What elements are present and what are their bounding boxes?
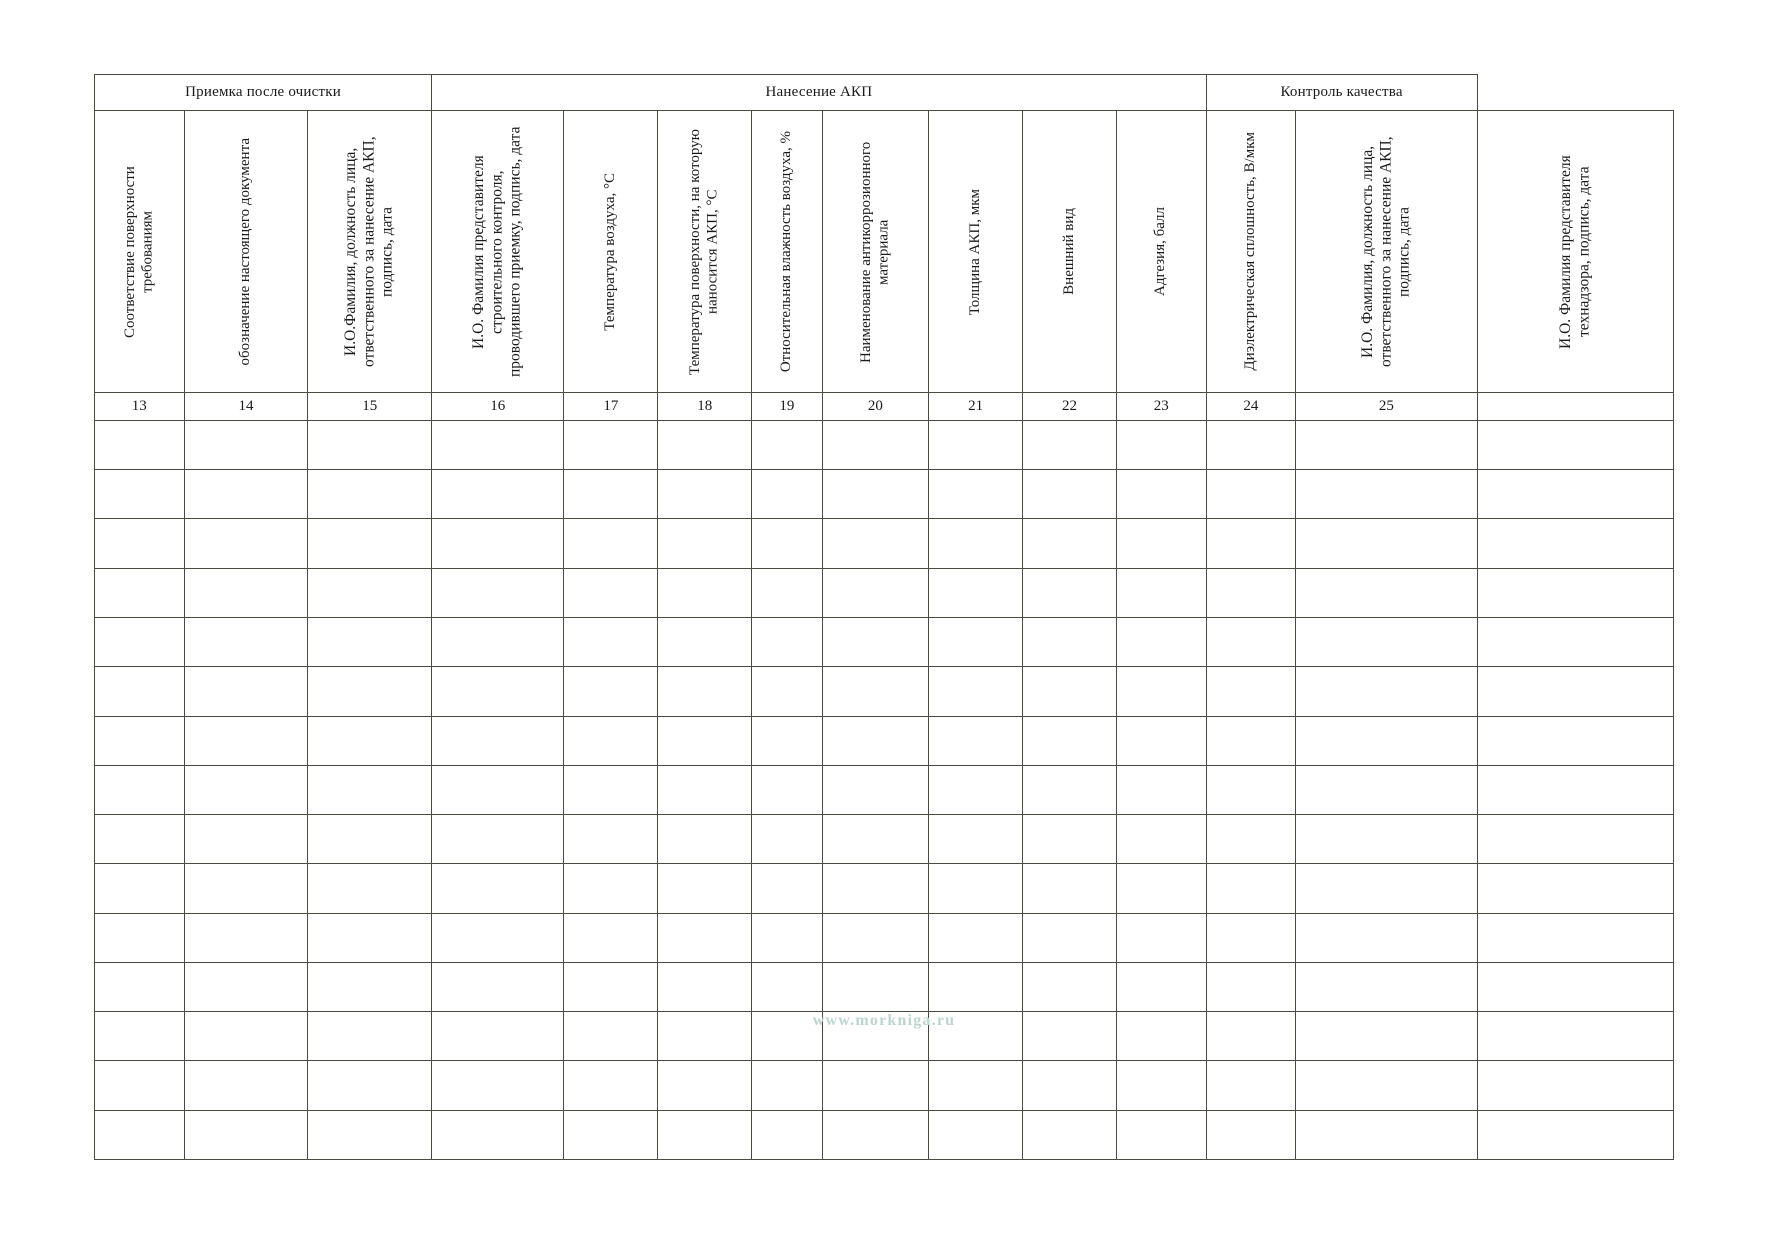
table-row (95, 815, 1674, 864)
table-cell-empty[interactable] (752, 913, 822, 962)
table-cell-empty[interactable] (1477, 765, 1673, 814)
table-cell-empty[interactable] (822, 962, 929, 1011)
table-cell-empty[interactable] (184, 962, 308, 1011)
table-cell-empty[interactable] (308, 618, 432, 667)
table-cell-empty[interactable] (564, 667, 658, 716)
table-cell-empty[interactable] (658, 667, 752, 716)
table-cell-empty[interactable] (564, 618, 658, 667)
table-cell-empty[interactable] (95, 1061, 185, 1110)
table-cell-empty[interactable] (929, 618, 1023, 667)
table-cell-empty[interactable] (308, 1061, 432, 1110)
table-cell-empty[interactable] (184, 1110, 308, 1159)
table-cell-empty[interactable] (1206, 962, 1296, 1011)
table-cell-empty[interactable] (929, 716, 1023, 765)
table-cell-empty[interactable] (1296, 815, 1477, 864)
table-cell-empty[interactable] (929, 962, 1023, 1011)
table-cell-empty[interactable] (95, 1110, 185, 1159)
table-cell-empty[interactable] (752, 420, 822, 469)
table-cell-empty[interactable] (658, 618, 752, 667)
table-row (95, 1012, 1674, 1061)
table-cell-empty[interactable] (1477, 864, 1673, 913)
table-cell-empty[interactable] (1206, 1061, 1296, 1110)
table-cell-empty[interactable] (752, 962, 822, 1011)
table-cell-empty[interactable] (1206, 568, 1296, 617)
column-header-relative-humidity: Относительная влажность воздуха, % (752, 111, 822, 393)
table-cell-empty[interactable] (432, 864, 564, 913)
table-cell-empty[interactable] (929, 1061, 1023, 1110)
table-cell-empty[interactable] (1477, 962, 1673, 1011)
table-cell-empty[interactable] (1023, 568, 1117, 617)
table-cell-empty[interactable] (822, 618, 929, 667)
table-row (95, 1061, 1674, 1110)
column-number-25: 25 (1296, 393, 1477, 421)
table-cell-empty[interactable] (752, 864, 822, 913)
table-cell-empty[interactable] (658, 1110, 752, 1159)
table-cell-empty[interactable] (1206, 420, 1296, 469)
table-cell-empty[interactable] (658, 470, 752, 519)
table-cell-empty[interactable] (95, 470, 185, 519)
table-cell-empty[interactable] (1023, 470, 1117, 519)
acceptance-log-table (94, 74, 1674, 1160)
table-cell-empty[interactable] (184, 913, 308, 962)
table-cell-empty[interactable] (929, 470, 1023, 519)
column-header-appearance: Внешний вид (1023, 111, 1117, 393)
table-cell-empty[interactable] (1206, 1012, 1296, 1061)
table-cell-empty[interactable] (95, 864, 185, 913)
table-cell-empty[interactable] (1477, 519, 1673, 568)
group-header-coating: Нанесение АКП (432, 75, 1207, 111)
table-row (95, 864, 1674, 913)
table-cell-empty[interactable] (1296, 962, 1477, 1011)
table-cell-empty[interactable] (432, 1012, 564, 1061)
table-cell-empty[interactable] (929, 568, 1023, 617)
table-cell-empty[interactable] (822, 470, 929, 519)
table-cell-empty[interactable] (752, 618, 822, 667)
table-cell-empty[interactable] (95, 618, 185, 667)
table-cell-empty[interactable] (308, 470, 432, 519)
column-header-surface-compliance: Соответствие поверхности требованиям (95, 111, 185, 393)
table-cell-empty[interactable] (822, 667, 929, 716)
table-cell-empty[interactable] (1296, 519, 1477, 568)
table-cell-empty[interactable] (432, 1061, 564, 1110)
column-header-adhesion: Адгезия, балл (1116, 111, 1206, 393)
column-header-document-designation: обозначение настоящего документа (184, 111, 308, 393)
table-cell-empty[interactable] (1116, 470, 1206, 519)
table-cell-empty[interactable] (1116, 962, 1206, 1011)
table-cell-empty[interactable] (822, 568, 929, 617)
table-cell-empty[interactable] (184, 1012, 308, 1061)
table-cell-empty[interactable] (1296, 420, 1477, 469)
table-cell-empty[interactable] (1023, 667, 1117, 716)
table-cell-empty[interactable] (564, 420, 658, 469)
table-cell-empty[interactable] (1023, 1061, 1117, 1110)
table-cell-empty[interactable] (929, 1012, 1023, 1061)
table-cell-empty[interactable] (184, 864, 308, 913)
table-cell-empty[interactable] (1023, 519, 1117, 568)
table-row (95, 568, 1674, 617)
table-cell-empty[interactable] (1477, 420, 1673, 469)
table-cell-empty[interactable] (752, 1012, 822, 1061)
table-cell-empty[interactable] (184, 420, 308, 469)
table-cell-empty[interactable] (308, 864, 432, 913)
table-cell-empty[interactable] (752, 815, 822, 864)
table-row (95, 765, 1674, 814)
table-cell-empty[interactable] (564, 1110, 658, 1159)
table-cell-empty[interactable] (564, 568, 658, 617)
table-cell-empty[interactable] (432, 667, 564, 716)
table-cell-empty[interactable] (1296, 864, 1477, 913)
table-column-header-row (95, 111, 1674, 393)
table-cell-empty[interactable] (564, 1061, 658, 1110)
table-cell-empty[interactable] (752, 470, 822, 519)
table-cell-empty[interactable] (1116, 765, 1206, 814)
column-number-24: 24 (1206, 393, 1296, 421)
table-cell-empty[interactable] (752, 568, 822, 617)
table-cell-empty[interactable] (564, 470, 658, 519)
table-row (95, 716, 1674, 765)
table-cell-empty[interactable] (1296, 765, 1477, 814)
table-body (95, 420, 1674, 1159)
table-row (95, 519, 1674, 568)
table-cell-empty[interactable] (658, 716, 752, 765)
table-cell-empty[interactable] (1477, 667, 1673, 716)
table-cell-empty[interactable] (658, 1012, 752, 1061)
table-cell-empty[interactable] (184, 765, 308, 814)
table-cell-empty[interactable] (1296, 1012, 1477, 1061)
table-cell-empty[interactable] (1206, 618, 1296, 667)
column-number-19: 19 (752, 393, 822, 421)
column-header-responsible-person-2: И.О. Фамилия, должность лица, ответственного за нанесение АКП, подпись, дата (1296, 111, 1477, 393)
table-cell-empty[interactable] (1477, 1061, 1673, 1110)
table-cell-empty[interactable] (929, 420, 1023, 469)
column-number-15: 15 (308, 393, 432, 421)
table-cell-empty[interactable] (95, 1012, 185, 1061)
table-cell-empty[interactable] (658, 568, 752, 617)
table-cell-empty[interactable] (432, 962, 564, 1011)
table-cell-empty[interactable] (1206, 519, 1296, 568)
table-cell-empty[interactable] (432, 913, 564, 962)
table-cell-empty[interactable] (1023, 765, 1117, 814)
table-cell-empty[interactable] (752, 519, 822, 568)
table-cell-empty[interactable] (95, 716, 185, 765)
table-cell-empty[interactable] (1116, 864, 1206, 913)
table-cell-empty[interactable] (564, 519, 658, 568)
table-cell-empty[interactable] (822, 1110, 929, 1159)
table-row (95, 618, 1674, 667)
table-cell-empty[interactable] (184, 618, 308, 667)
table-cell-empty[interactable] (1477, 1012, 1673, 1061)
table-cell-empty[interactable] (308, 913, 432, 962)
table-cell-empty[interactable] (564, 765, 658, 814)
table-cell-empty[interactable] (658, 519, 752, 568)
table-cell-empty[interactable] (752, 1061, 822, 1110)
table-cell-empty[interactable] (1023, 815, 1117, 864)
table-cell-empty[interactable] (822, 913, 929, 962)
table-cell-empty[interactable] (658, 1061, 752, 1110)
table-cell-empty[interactable] (308, 962, 432, 1011)
table-cell-empty[interactable] (432, 716, 564, 765)
table-cell-empty[interactable] (308, 716, 432, 765)
table-cell-empty[interactable] (95, 765, 185, 814)
table-cell-empty[interactable] (1023, 962, 1117, 1011)
table-cell-empty[interactable] (1023, 1012, 1117, 1061)
table-cell-empty[interactable] (308, 420, 432, 469)
table-cell-empty[interactable] (1477, 716, 1673, 765)
table-row (95, 470, 1674, 519)
table-cell-empty[interactable] (929, 765, 1023, 814)
table-cell-empty[interactable] (432, 618, 564, 667)
column-number-23: 23 (1116, 393, 1206, 421)
table-cell-empty[interactable] (184, 568, 308, 617)
table-row (95, 913, 1674, 962)
table-cell-empty[interactable] (564, 962, 658, 1011)
table-cell-empty[interactable] (822, 716, 929, 765)
column-header-responsible-person-1: И.О.Фамилия, должность лица, ответственного за нанесение АКП, подпись, дата (308, 111, 432, 393)
table-cell-empty[interactable] (1206, 765, 1296, 814)
column-header-coating-thickness: Толщина АКП, мкм (929, 111, 1023, 393)
table-cell-empty[interactable] (929, 815, 1023, 864)
table-cell-empty[interactable] (1477, 568, 1673, 617)
table-cell-empty[interactable] (1206, 815, 1296, 864)
table-cell-empty[interactable] (564, 716, 658, 765)
table-cell-empty[interactable] (184, 470, 308, 519)
table-cell-empty[interactable] (308, 568, 432, 617)
table-cell-empty[interactable] (308, 1012, 432, 1061)
table-cell-empty[interactable] (929, 667, 1023, 716)
table-cell-empty[interactable] (658, 913, 752, 962)
table-cell-empty[interactable] (1116, 1110, 1206, 1159)
table-cell-empty[interactable] (184, 716, 308, 765)
group-header-acceptance: Приемка после очистки (95, 75, 432, 111)
table-cell-empty[interactable] (1116, 913, 1206, 962)
table-cell-empty[interactable] (184, 815, 308, 864)
column-number-empty (1477, 393, 1673, 421)
table-cell-empty[interactable] (929, 864, 1023, 913)
table-cell-empty[interactable] (658, 962, 752, 1011)
table-cell-empty[interactable] (1296, 1110, 1477, 1159)
table-cell-empty[interactable] (1296, 716, 1477, 765)
table-row (95, 667, 1674, 716)
table-row (95, 420, 1674, 469)
table-cell-empty[interactable] (1116, 568, 1206, 617)
table-cell-empty[interactable] (822, 864, 929, 913)
table-cell-empty[interactable] (752, 667, 822, 716)
column-header-technical-supervision-rep: И.О. Фамилия представителя технадзора, подпись, дата (1477, 111, 1673, 393)
column-header-material-name: Наименование антикоррозионного материала (822, 111, 929, 393)
table-cell-empty[interactable] (1477, 1110, 1673, 1159)
table-group-header-row (95, 75, 1674, 111)
table-cell-empty[interactable] (752, 765, 822, 814)
table-cell-empty[interactable] (432, 568, 564, 617)
column-number-18: 18 (658, 393, 752, 421)
table-cell-empty[interactable] (658, 765, 752, 814)
table-cell-empty[interactable] (1206, 667, 1296, 716)
table-cell-empty[interactable] (95, 420, 185, 469)
table-cell-empty[interactable] (95, 962, 185, 1011)
table-cell-empty[interactable] (1296, 1061, 1477, 1110)
table-cell-empty[interactable] (95, 913, 185, 962)
table-cell-empty[interactable] (929, 519, 1023, 568)
table-cell-empty[interactable] (658, 420, 752, 469)
table-cell-empty[interactable] (432, 815, 564, 864)
table-cell-empty[interactable] (1206, 470, 1296, 519)
table-cell-empty[interactable] (432, 470, 564, 519)
table-cell-empty[interactable] (432, 765, 564, 814)
table-row (95, 962, 1674, 1011)
form-sheet (94, 74, 1674, 1160)
table-cell-empty[interactable] (1116, 618, 1206, 667)
table-cell-empty[interactable] (1023, 618, 1117, 667)
column-number-21: 21 (929, 393, 1023, 421)
table-cell-empty[interactable] (1023, 716, 1117, 765)
table-cell-empty[interactable] (432, 420, 564, 469)
table-cell-empty[interactable] (929, 1110, 1023, 1159)
table-cell-empty[interactable] (929, 913, 1023, 962)
table-cell-empty[interactable] (1116, 519, 1206, 568)
table-cell-empty[interactable] (822, 815, 929, 864)
table-cell-empty[interactable] (308, 1110, 432, 1159)
table-cell-empty[interactable] (1296, 667, 1477, 716)
table-cell-empty[interactable] (1206, 716, 1296, 765)
table-cell-empty[interactable] (1477, 618, 1673, 667)
table-cell-empty[interactable] (308, 765, 432, 814)
table-cell-empty[interactable] (1116, 1061, 1206, 1110)
table-cell-empty[interactable] (1116, 420, 1206, 469)
table-cell-empty[interactable] (308, 815, 432, 864)
table-cell-empty[interactable] (432, 519, 564, 568)
table-cell-empty[interactable] (184, 1061, 308, 1110)
table-cell-empty[interactable] (1116, 716, 1206, 765)
column-header-air-temperature: Температура воздуха, °С (564, 111, 658, 393)
column-number-20: 20 (822, 393, 929, 421)
table-cell-empty[interactable] (1206, 913, 1296, 962)
table-cell-empty[interactable] (1477, 913, 1673, 962)
column-header-dielectric-continuity: Диэлектрическая сплошность, В/мкм (1206, 111, 1296, 393)
table-cell-empty[interactable] (1023, 913, 1117, 962)
table-cell-empty[interactable] (1023, 1110, 1117, 1159)
column-number-14: 14 (184, 393, 308, 421)
table-cell-empty[interactable] (308, 519, 432, 568)
column-number-17: 17 (564, 393, 658, 421)
table-cell-empty[interactable] (658, 815, 752, 864)
table-cell-empty[interactable] (95, 519, 185, 568)
table-cell-empty[interactable] (1477, 470, 1673, 519)
table-cell-empty[interactable] (95, 815, 185, 864)
table-cell-empty[interactable] (1296, 568, 1477, 617)
watermark: www.morkniga.ru (812, 1012, 956, 1029)
table-cell-empty[interactable] (184, 667, 308, 716)
table-cell-empty[interactable] (1296, 618, 1477, 667)
table-cell-empty[interactable] (95, 568, 185, 617)
table-cell-empty[interactable] (822, 519, 929, 568)
table-cell-empty[interactable] (1023, 864, 1117, 913)
table-cell-empty[interactable] (564, 864, 658, 913)
table-cell-empty[interactable] (1116, 815, 1206, 864)
table-cell-empty[interactable] (1116, 1012, 1206, 1061)
column-header-construction-control-rep: И.О. Фамилия представителя строительного контроля, проводившего приемку, подпись, дата (432, 111, 564, 393)
table-cell-empty[interactable] (752, 1110, 822, 1159)
table-cell-empty[interactable] (95, 667, 185, 716)
table-cell-empty[interactable] (822, 420, 929, 469)
table-column-numbers-row (95, 393, 1674, 421)
table-cell-empty[interactable] (432, 1110, 564, 1159)
table-cell-empty[interactable] (564, 1012, 658, 1061)
column-number-22: 22 (1023, 393, 1117, 421)
table-cell-empty[interactable] (184, 519, 308, 568)
table-cell-empty[interactable] (1116, 667, 1206, 716)
table-cell-empty[interactable] (822, 1061, 929, 1110)
group-header-quality: Контроль качества (1206, 75, 1477, 111)
table-cell-empty[interactable] (822, 1012, 929, 1061)
table-cell-empty[interactable] (822, 765, 929, 814)
table-cell-empty[interactable] (1206, 864, 1296, 913)
table-cell-empty[interactable] (308, 667, 432, 716)
table-cell-empty[interactable] (1477, 815, 1673, 864)
column-number-13: 13 (95, 393, 185, 421)
column-header-surface-temperature: Температура поверхности, на которую наносится АКП, °С (658, 111, 752, 393)
table-cell-empty[interactable] (564, 913, 658, 962)
table-cell-empty[interactable] (658, 864, 752, 913)
table-cell-empty[interactable] (1296, 470, 1477, 519)
table-cell-empty[interactable] (1023, 420, 1117, 469)
table-cell-empty[interactable] (1296, 913, 1477, 962)
column-number-16: 16 (432, 393, 564, 421)
table-cell-empty[interactable] (564, 815, 658, 864)
table-row (95, 1110, 1674, 1159)
table-cell-empty[interactable] (1206, 1110, 1296, 1159)
table-cell-empty[interactable] (752, 716, 822, 765)
